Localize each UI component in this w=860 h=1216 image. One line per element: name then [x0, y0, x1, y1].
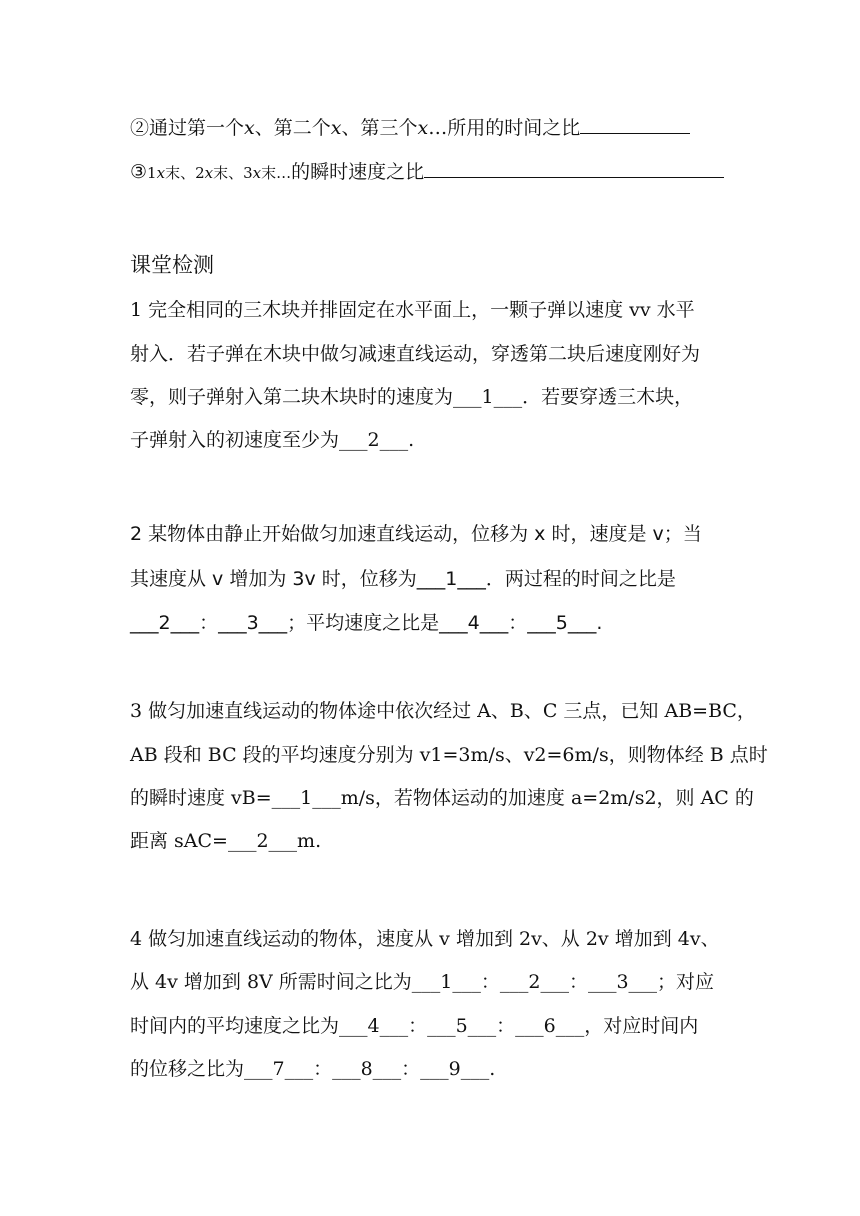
item3-answer-blank[interactable]	[424, 159, 724, 178]
item3-var-3: x	[252, 164, 262, 182]
q3-line-1: 3 做匀加速直线运动的物体途中依次经过 A、B、C 三点，已知 AB=BC，	[130, 700, 756, 722]
item3-var-1: x	[156, 164, 166, 182]
item3-t1: 1	[147, 164, 157, 182]
q4-line-3: 时间内的平均速度之比为___4___：___5___：___6___，对应时间内	[130, 1015, 699, 1037]
item2-suffix: …所用的时间之比	[428, 117, 581, 139]
q2-line-3: ___2___：___3___；平均速度之比是___4___：___5___.	[130, 612, 603, 634]
item2-var-3: x	[417, 117, 429, 139]
intro-item-3	[130, 158, 730, 187]
item2-mid1: 、第二个	[254, 117, 331, 139]
q3-line-3: 的瞬时速度 vB=___1___m/s，若物体运动的加速度 a=2m/s2，则 AC 的	[130, 787, 754, 809]
q2-line-2: 其速度从 v 增加为 3v 时，位移为___1___．两过程的时间之比是	[130, 568, 676, 590]
q3-line-4: 距离 sAC=___2___m.	[130, 830, 322, 852]
item2-var-1: x	[244, 117, 255, 139]
q4-line-1: 4 做匀加速直线运动的物体，速度从 v 增加到 2v、从 2v 增加到 4v、	[130, 928, 720, 950]
q4-line-2: 从 4v 增加到 8V 所需时间之比为___1___：___2___：___3___；对应	[130, 971, 715, 993]
q1-line-4: 子弹射入的初速度至少为___2___.	[130, 429, 415, 451]
q4-line-4: 的位移之比为___7___：___8___：___9___.	[130, 1058, 496, 1080]
item2-var-2: x	[330, 117, 342, 139]
q3-line-2: AB 段和 BC 段的平均速度分别为 v1=3m/s、v2=6m/s，则物体经 B 点时	[130, 744, 768, 766]
q1-line-2: 射入．若子弹在木块中做匀减速直线运动，穿透第二块后速度刚好为	[130, 343, 701, 365]
item3-var-2: x	[204, 164, 214, 182]
item3-t4: 末…	[261, 164, 292, 182]
item2-mid2: 、第三个	[341, 117, 418, 139]
q1-line-3: 零，则子弹射入第二块木块时的速度为___1___．若要穿透三木块，	[130, 386, 694, 408]
intro-item-2	[130, 114, 730, 142]
item3-suffix: 的瞬时速度之比	[291, 161, 425, 183]
q2-line-1: 2 某物体由静止开始做匀加速直线运动，位移为 x 时，速度是 v；当	[130, 523, 702, 545]
item2-answer-blank[interactable]	[580, 115, 690, 134]
section-title: 课堂检测	[130, 253, 214, 277]
q1-line-1: 1 完全相同的三木块并排固定在水平面上，一颗子弹以速度 vv 水平	[130, 299, 695, 321]
item3-prefix: ③	[130, 161, 148, 183]
item3-t2: 末、2	[165, 164, 205, 182]
item2-prefix: ②通过第一个	[130, 117, 245, 139]
item3-t3: 末、3	[213, 164, 253, 182]
